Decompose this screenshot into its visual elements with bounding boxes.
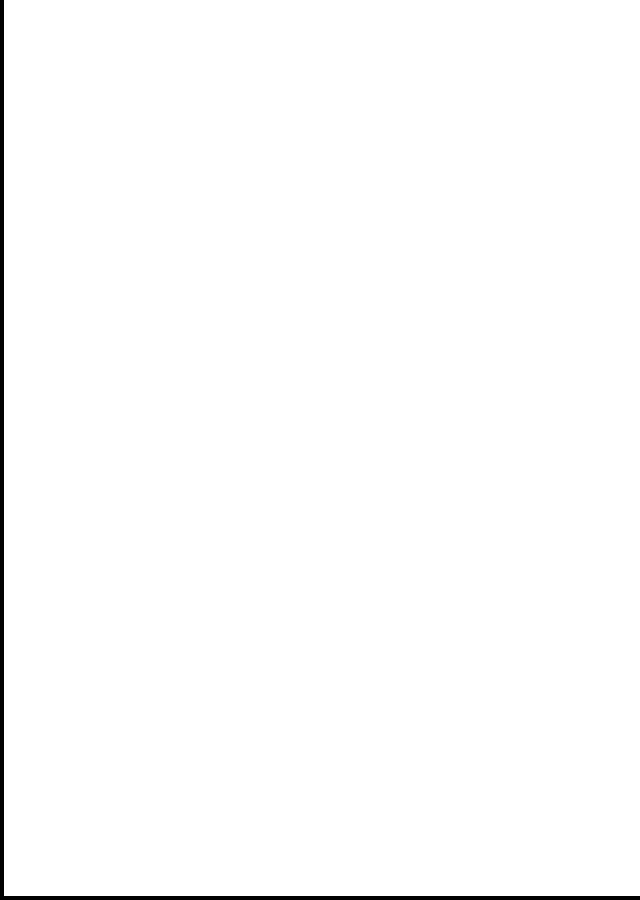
scan-bottom-edge bbox=[0, 896, 640, 900]
scan-left-edge bbox=[0, 0, 4, 900]
